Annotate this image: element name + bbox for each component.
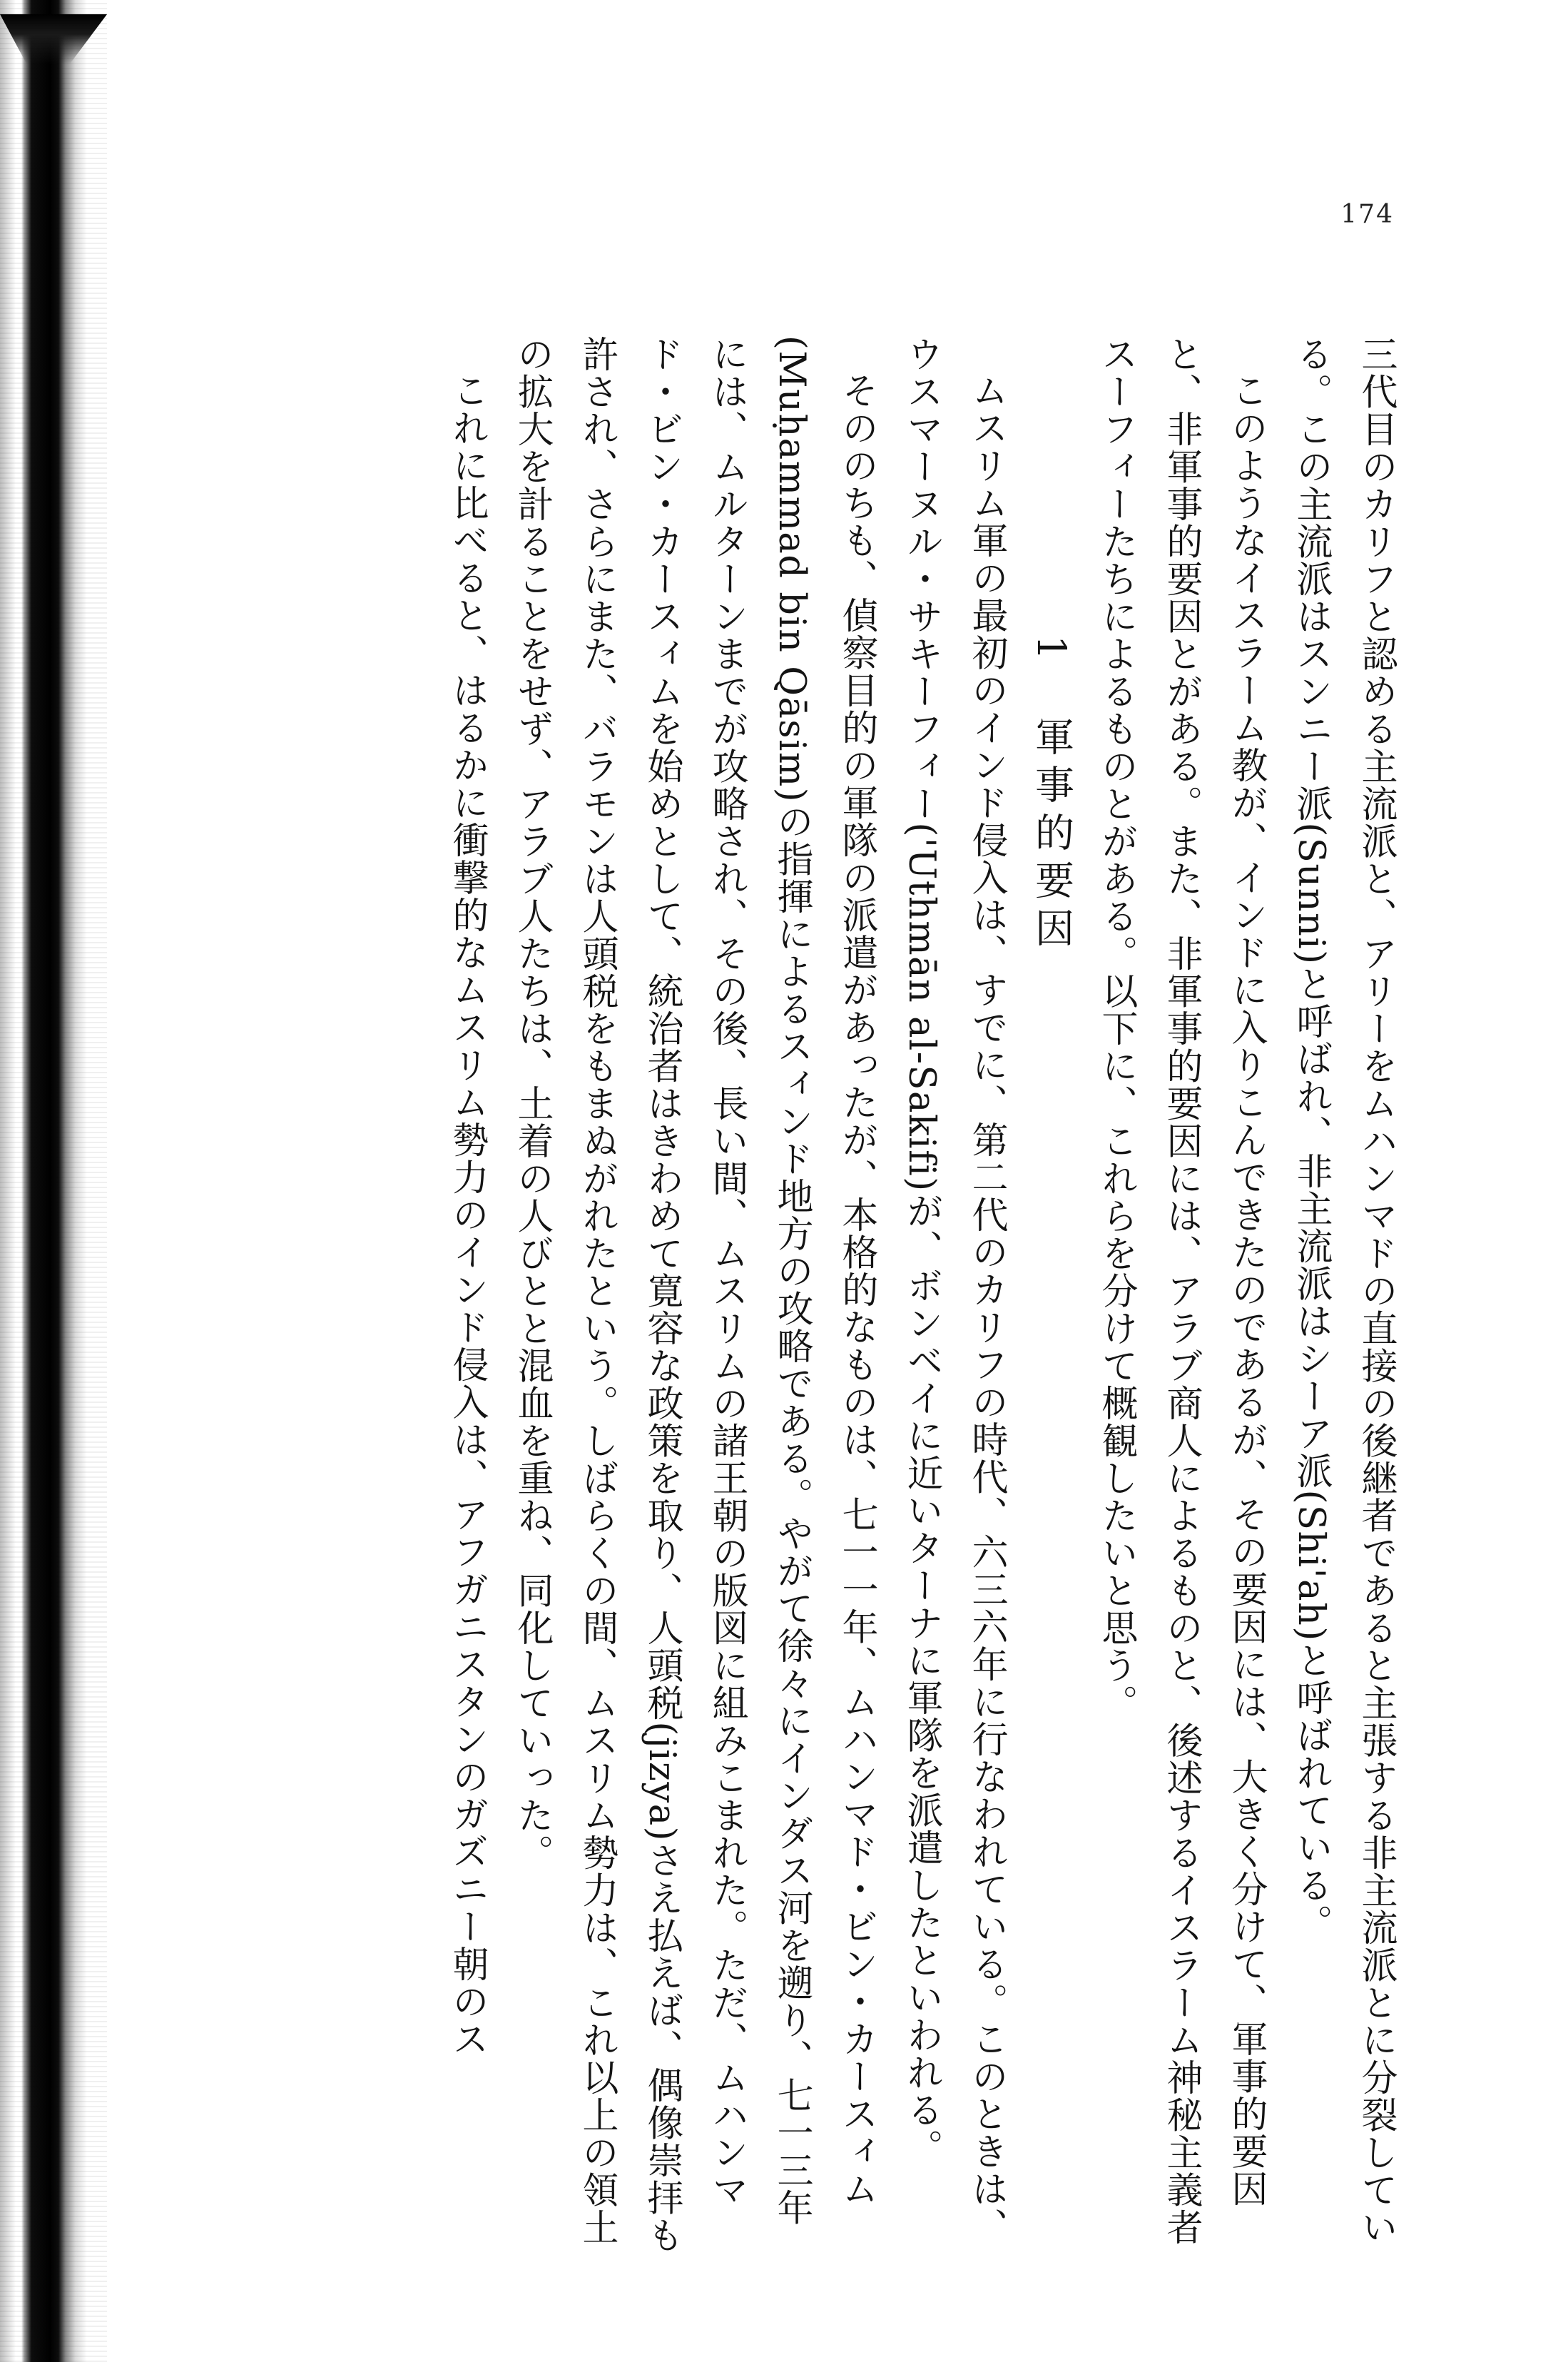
scan-noise [0, 0, 107, 2362]
paragraph-5: これに比べると、はるかに衝撃的なムスリム勢力のインド侵入は、アフガニスタンのガズニー朝のス [446, 372, 488, 2058]
paragraph-4: そののちも、偵察目的の軍隊の派遣があったが、本格的なものは、七一一年、ムハンマド・ビン・カースィム(Muḥammad bin Qāsim)の指揮によるスィンド地方の攻略である。やがて徐々にインダス河を遡り、七一三年には、ムルターンまでが攻略され、その後、長い間、ムスリムの諸王朝の版図に組みこまれた。ただ、ムハンマド・ビン・カースィムを始めとして、統治者はきわめて寛容な政策を取り、人頭税(jizya)さえ払えば、偶像崇拝も許され、さらにまた、バラモンは人頭税をもまぬがれたという。しばらくの間、ムスリム勢力は、これ以上の領土の拡大を計ることをせず、アラブ人たちは、土着の人びとと混血を重ね、同化していった。 [511, 335, 877, 2254]
section-number: 1 [1029, 635, 1074, 669]
paragraph-3: ムスリム軍の最初のインド侵入は、すでに、第二代のカリフの時代、六三六年に行なわれている。このときは、ウスマーヌル・サキーフィー('Uthmān al-Sakifi)が、ボンベイに近いターナに軍隊を派遣したといわれる。 [900, 335, 1007, 2245]
section-title: 軍事的要因 [1029, 716, 1074, 956]
section-heading [1019, 335, 1084, 2262]
vertical-text-body [110, 335, 1408, 2262]
paragraph-1: 三代目のカリフと認める主流派と、アリーをムハンマドの直接の後継者であると主張する非主流派とに分裂している。この主流派はスンニー派(Sunni)と呼ばれ、非主流派はシーア派(Shi'ah)と呼ばれている。 [1290, 335, 1397, 2246]
page-number: 174 [1340, 200, 1394, 229]
paragraph-2: このようなイスラーム教が、インドに入りこんできたのであるが、その要因には、大きく分けて、軍事的要因と、非軍事的要因とがある。また、非軍事的要因には、アラブ商人によるものと、後述するイスラーム神秘主義者スーフィーたちによるものとがある。以下に、これらを分けて概観したいと思う。 [1095, 335, 1267, 2246]
